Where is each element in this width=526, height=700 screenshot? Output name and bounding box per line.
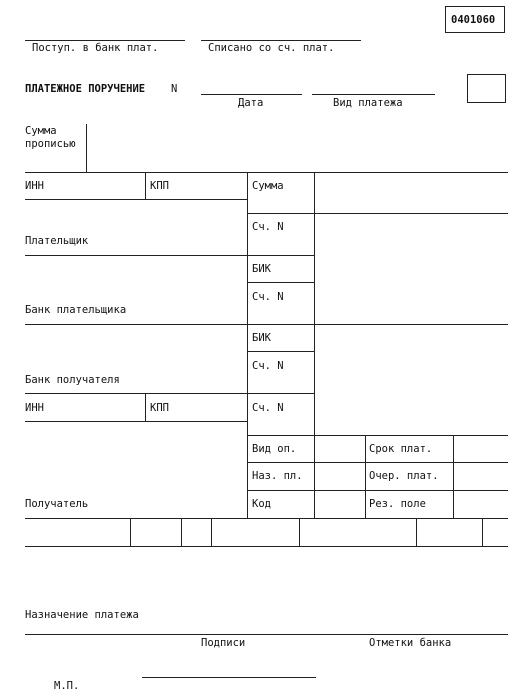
due-date-label: Срок плат. — [369, 443, 433, 455]
payee-kpp-label: КПП — [150, 402, 169, 414]
number-label: N — [171, 83, 178, 95]
payee-account-label: Сч. N — [252, 402, 284, 414]
debited-label: Списано со сч. плат. — [208, 42, 335, 54]
purpose-bottom-line — [25, 634, 508, 635]
debited-line[interactable] — [201, 40, 361, 41]
grid-vline-label-col — [314, 172, 315, 518]
grid-line-payer-bik-bottom — [247, 282, 314, 283]
reserve-label: Рез. поле — [369, 498, 426, 510]
amount-words-label-1: Сумма — [25, 125, 57, 137]
signatures-label: Подписи — [201, 637, 246, 649]
grid-vline-left-col — [247, 172, 248, 518]
amount-label: Сумма — [252, 180, 284, 192]
payment-status-box[interactable] — [467, 74, 506, 103]
payment-type-line[interactable] — [312, 94, 435, 95]
payer-kpp-label: КПП — [150, 180, 169, 192]
grid-line-tax-bottom — [25, 546, 508, 547]
received-line[interactable] — [25, 40, 185, 41]
purpose-code-label: Наз. пл. — [252, 470, 303, 482]
payee-inn-label: ИНН — [25, 402, 44, 414]
amount-words-label-2: прописью — [25, 138, 76, 150]
tax-cell-divider-1 — [130, 518, 131, 546]
grid-vline-due-value — [453, 435, 454, 518]
grid-line-payee-bik-bottom — [247, 351, 314, 352]
tax-cell-divider-5 — [416, 518, 417, 546]
payee-bank-name-label: Банк получателя — [25, 374, 120, 386]
grid-line-purpose-bottom — [247, 490, 508, 491]
grid-line-payer-bottom — [25, 255, 314, 256]
payer-account-label: Сч. N — [252, 221, 284, 233]
grid-line-payer-bank-bottom — [25, 324, 508, 325]
grid-line-payee-inn-bottom — [25, 421, 247, 422]
date-label: Дата — [238, 97, 264, 109]
grid-line-op-bottom — [247, 462, 508, 463]
payee-bank-bik-label: БИК — [252, 332, 271, 344]
bank-marks-label: Отметки банка — [369, 637, 452, 649]
op-type-label: Вид оп. — [252, 443, 297, 455]
payee-name-label: Получатель — [25, 498, 89, 510]
tax-cell-divider-3 — [211, 518, 212, 546]
grid-vline-payee-inn-kpp — [145, 393, 146, 421]
payer-name-label: Плательщик — [25, 235, 89, 247]
grid-line-top — [25, 172, 508, 173]
grid-vline-due-col — [365, 435, 366, 518]
grid-vline-inn-kpp — [145, 172, 146, 199]
tax-cell-divider-4 — [299, 518, 300, 546]
grid-line-payee-bank-bottom — [25, 393, 314, 394]
stamp-label: М.П. — [54, 680, 80, 692]
payer-inn-label: ИНН — [25, 180, 44, 192]
amount-words-divider — [86, 124, 87, 172]
payer-bank-account-label: Сч. N — [252, 291, 284, 303]
grid-line-payee-bottom — [25, 518, 508, 519]
code-label: Код — [252, 498, 271, 510]
payer-bank-bik-label: БИК — [252, 263, 271, 275]
grid-line-inn-bottom — [25, 199, 247, 200]
payer-bank-name-label: Банк плательщика — [25, 304, 127, 316]
signature-line[interactable] — [142, 677, 316, 678]
tax-cell-divider-6 — [482, 518, 483, 546]
grid-line-amount-bottom — [247, 213, 508, 214]
form-code: 0401060 — [451, 14, 496, 26]
tax-cell-divider-2 — [181, 518, 182, 546]
payment-type-label: Вид платежа — [333, 97, 403, 109]
grid-line-account-bottom — [247, 435, 508, 436]
payee-bank-account-label: Сч. N — [252, 360, 284, 372]
form-title: ПЛАТЕЖНОЕ ПОРУЧЕНИЕ — [25, 83, 146, 95]
order-label: Очер. плат. — [369, 470, 439, 482]
received-label: Поступ. в банк плат. — [32, 42, 159, 54]
purpose-label: Назначение платежа — [25, 609, 139, 621]
date-line[interactable] — [201, 94, 302, 95]
